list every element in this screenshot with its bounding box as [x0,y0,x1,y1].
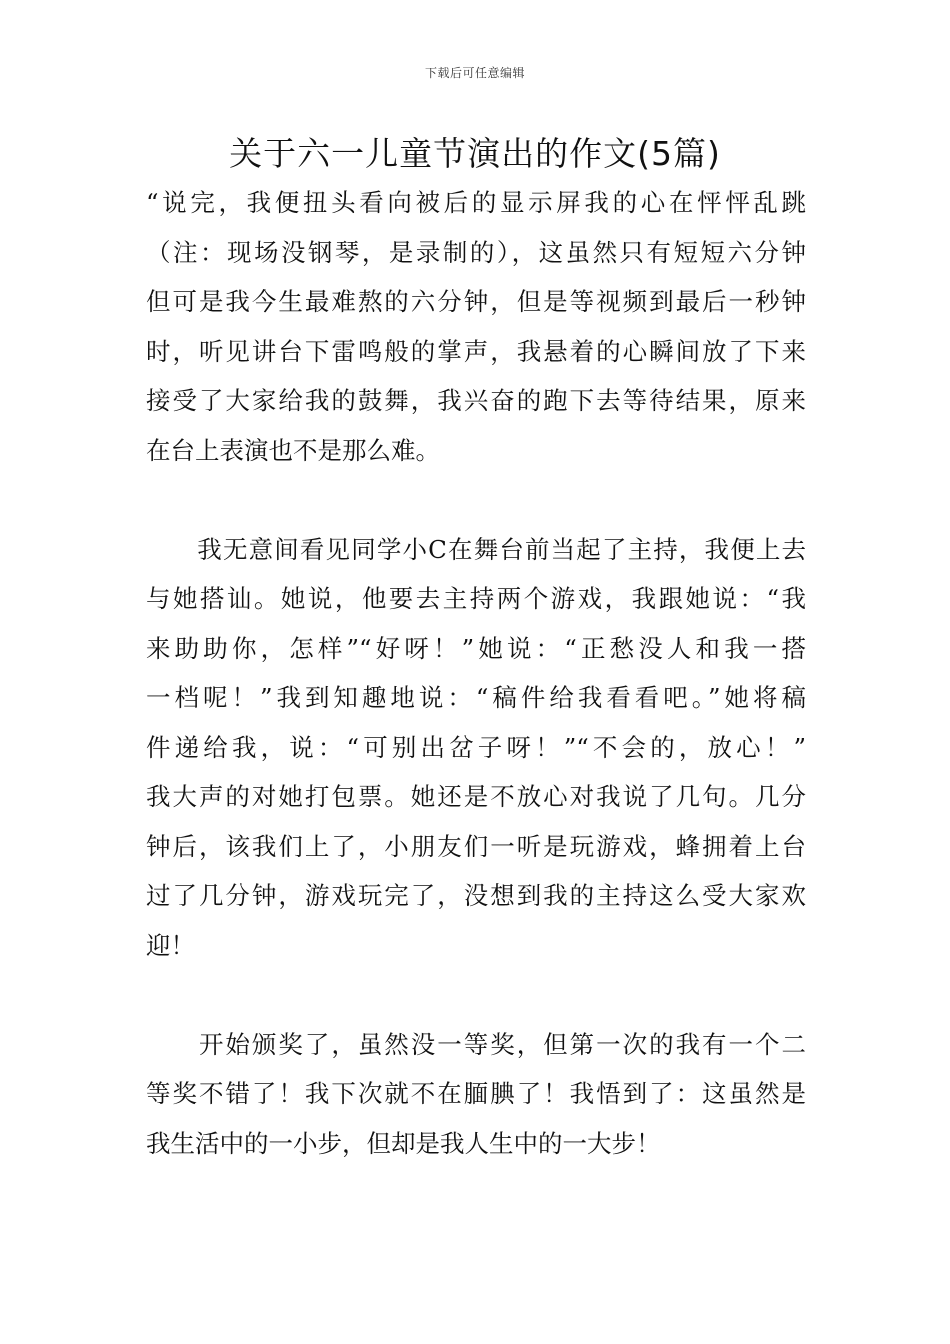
text-line: 来助助你，怎样”“好呀！”她说：“正愁没人和我一搭 [146,633,806,663]
header-note: 下载后可任意编辑 [424,66,525,80]
text-line: 迎！ [146,930,195,960]
text-line: 我大声的对她打包票。她还是不放心对我说了几句。几分 [146,782,806,811]
paragraph-2 [146,525,806,971]
text-line: 件递给我，说：“可别出岔子呀！”“不会的，放心！” [146,732,806,762]
text-line: 开始颁奖了，虽然没一等奖，但第一次的我有一个二 [146,1029,806,1059]
text-line: 但可是我今生最难熬的六分钟，但是等视频到最后一秒钟 [146,287,806,316]
text-line: 一档呢！”我到知趣地说：“稿件给我看看吧。”她将稿 [146,683,806,712]
text-line: 我无意间看见同学小C在舞台前当起了主持，我便上去 [146,534,806,564]
text-line: 等奖不错了！我下次就不在腼腆了！我悟到了：这虽然是 [146,1079,806,1108]
text-line: 时，听见讲台下雷鸣般的掌声，我悬着的心瞬间放了下来 [146,336,806,366]
paragraph-spacer [146,475,806,525]
document-title: 关于六一儿童节演出的作文(5篇) [229,134,721,173]
text-line: 钟后，该我们上了，小朋友们一听是玩游戏，蜂拥着上台 [146,831,806,861]
text-line: 过了几分钟，游戏玩完了，没想到我的主持这么受大家欢 [146,881,806,910]
document-body [146,178,806,1168]
text-line: 与她搭讪。她说，他要去主持两个游戏，我跟她说：“我 [146,584,806,613]
text-line: 接受了大家给我的鼓舞，我兴奋的跑下去等待结果，原来 [146,386,806,415]
text-line: （注：现场没钢琴，是录制的），这虽然只有短短六分钟 [146,237,806,267]
paragraph-1 [146,178,806,475]
text-line: 在台上表演也不是那么难。 [146,435,440,465]
paragraph-spacer [146,970,806,1020]
text-line: “说完，我便扭头看向被后的显示屏我的心在怦怦乱跳 [146,188,806,217]
text-line: 我生活中的一小步，但却是我人生中的一大步！ [146,1128,661,1158]
paragraph-3 [146,1020,806,1169]
